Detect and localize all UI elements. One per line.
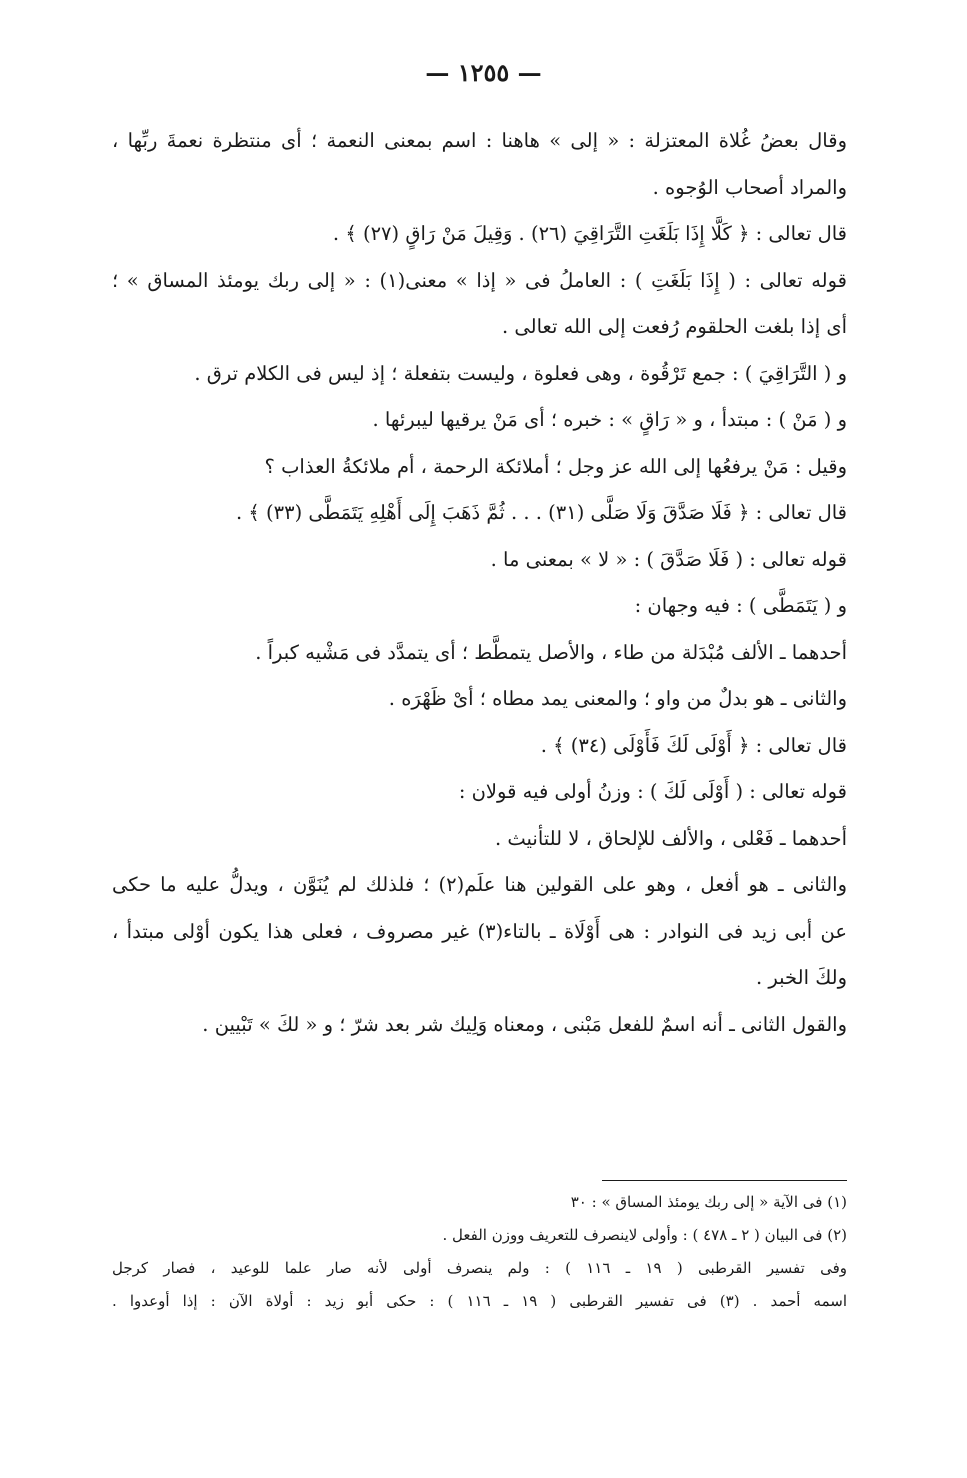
text-line: قوله تعالى : ( أَوْلَى لَكَ ) : وزنُ أولى فيه قولان : — [458, 780, 847, 803]
text-line: و ( يَتَمَطَّى ) : فيه وجهان : — [634, 594, 847, 617]
footnote-line: (١) فى الآية « إلى ربك يومئذ المساق » : ٣٠ — [570, 1193, 847, 1211]
text-line: عن أبى زيد فى النوادر : هى أَوْلَاة ـ بالتاء(٣) غير مصروف ، فعلى هذا يكون أوْلى مبتدأ ، — [112, 919, 847, 943]
text-line: وقيل : مَنْ يرفعُها إلى الله عز وجل ؛ أملائكة الرحمة ، أم ملائكةُ العذاب ؟ — [264, 454, 847, 478]
text-line: قال تعالى : ﴿ كَلَّا إِذَا بَلَغَتِ التَّرَاقِيَ (٢٦) . وَقِيلَ مَنْ رَاقٍ (٢٧) ﴾ . — [332, 222, 847, 245]
text-line: أى إذا بلغت الحلقوم رُفعت إلى الله تعالى . — [502, 315, 847, 338]
text-line: أحدهما ـ الألف مُبْدَلة من طاء ، والأصل يتمطَّط ؛ أى يتمدَّد فى مَشْيه كبراً . — [255, 640, 847, 664]
text-line: والقول الثانى ـ أنه اسمٌ للفعل مَبْنى ، ومعناه وَلِيك شر بعد شرّ ؛ و « لكَ » تَبْيين . — [202, 1012, 847, 1036]
text-line: قوله تعالى : ( إِذَا بَلَغَتِ ) : العاملُ فى « إذا » معنى(١) : « إلى ربك يومئذ المساق » ؛ — [112, 268, 847, 292]
text-line: أحدهما ـ فَعْلى ، والألف للإلحاق ، لا للتأنيث . — [495, 826, 847, 850]
text-line: والثانى ـ هو أفعل ، وهو على القولين هنا علَم(٢) ؛ فلذلك لم يُنَوَّن ، ويدلُّ عليه ما حكى — [112, 873, 847, 896]
footnote-line: (٢) فى البيان ( ٢ ـ ٤٧٨ ) : وأولى لاينصرف للتعريف ووزن الفعل . — [442, 1226, 847, 1244]
footnote-line: وفى تفسير القرطبى ( ١٩ ـ ١١٦ ) : ولم ينصرف أولى لأنه صار علما للوعيد ، فصار كرجل — [112, 1259, 847, 1277]
text-line: و ( التَّرَاقِيَ ) : جمع تَرْقُوة ، وهى فعلوة ، وليست بتفعلة ؛ إذ ليس فى الكلام ترق . — [194, 361, 847, 385]
text-line: والثانى ـ هو بدلٌ من واو ؛ والمعنى يمد مطاه ؛ أىْ ظَهْرَه . — [388, 687, 847, 710]
main-text — [112, 118, 847, 1048]
text-line: والمراد أصحاب الوُجوه . — [652, 175, 847, 199]
text-line: قال تعالى : ﴿ أَوْلَى لَكَ فَأَوْلَى (٣٤) ﴾ . — [540, 733, 847, 757]
text-line: و ( مَنْ ) : مبتدأ ، و « رَاقٍ » : خبره ؛ أى مَنْ يرقيها ليبرئها . — [372, 408, 847, 431]
text-line: وقال بعضُ غُلاة المعتزلة : « إلى » هاهنا : اسم بمعنى النعمة ؛ أى منتظرة نعمةَ ربِّها ، — [112, 129, 847, 152]
text-line: ولكَ الخبر . — [756, 966, 847, 989]
footnotes — [112, 1186, 847, 1318]
footnote-line: اسمه أحمد . (٣) فى تفسير القرطبى ( ١٩ ـ ١١٦ ) : حكى أبو زيد : أولاة الآن : إذا أوعدوا . — [112, 1292, 847, 1310]
text-line: قال تعالى : ﴿ فَلَا صَدَّقَ وَلَا صَلَّى (٣١) . . . ثُمَّ ذَهَبَ إِلَى أَهْلِهِ يَتَمَطَّى (٣٣) ﴾ . — [235, 501, 847, 524]
text-line: قوله تعالى : ( فَلَا صَدَّقَ ) : « لا » بمعنى ما . — [490, 547, 847, 571]
footnote-separator — [602, 1180, 847, 1181]
page-number: — ١٢٥٥ — — [425, 58, 542, 87]
